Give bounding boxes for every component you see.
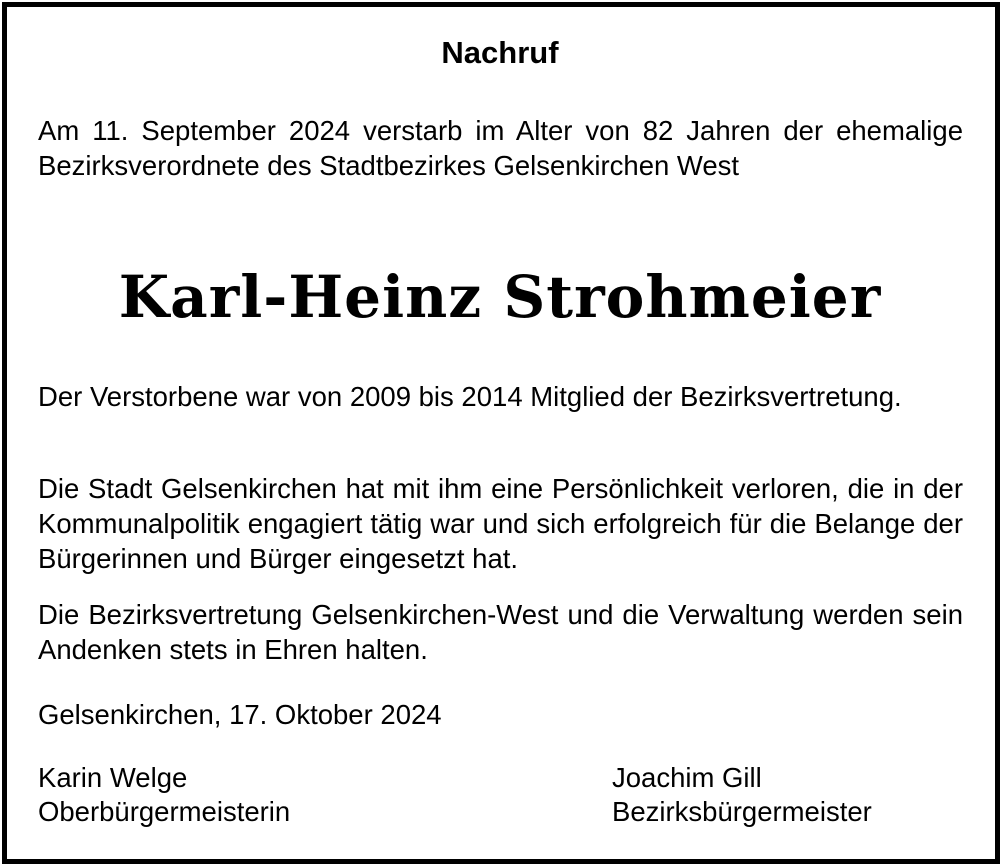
place-date: Gelsenkirchen, 17. Oktober 2024 <box>38 699 442 730</box>
tribute-paragraph: Die Stadt Gelsenkirchen hat mit ihm eine Persönlichkeit verloren, die in der Kommunalpolitik engagiert tätig war und sich erfolgreich für die Belange der Bürgerinnen und Bürger eingesetzt hat. <box>38 473 963 574</box>
signatory-title: Bezirksbürgermeister <box>612 796 872 827</box>
signatory-name: Karin Welge <box>38 762 188 793</box>
memory-paragraph: Die Bezirksvertretung Gelsenkirchen-West und die Verwaltung werden sein Andenken stets in Ehren halten. <box>38 599 963 665</box>
deceased-name: Karl-Heinz Strohmeier <box>118 263 882 331</box>
signatory-name: Joachim Gill <box>612 762 762 793</box>
signatory-title: Oberbürgermeisterin <box>38 796 291 827</box>
notice-heading: Nachruf <box>441 35 559 70</box>
intro-paragraph: Am 11. September 2024 verstarb im Alter von 82 Jahren der ehemalige Bezirksverordnete des Stadtbezirkes Gelsenkirchen West <box>38 115 963 181</box>
membership-paragraph: Der Verstorbene war von 2009 bis 2014 Mitglied der Bezirksvertretung. <box>38 381 902 412</box>
